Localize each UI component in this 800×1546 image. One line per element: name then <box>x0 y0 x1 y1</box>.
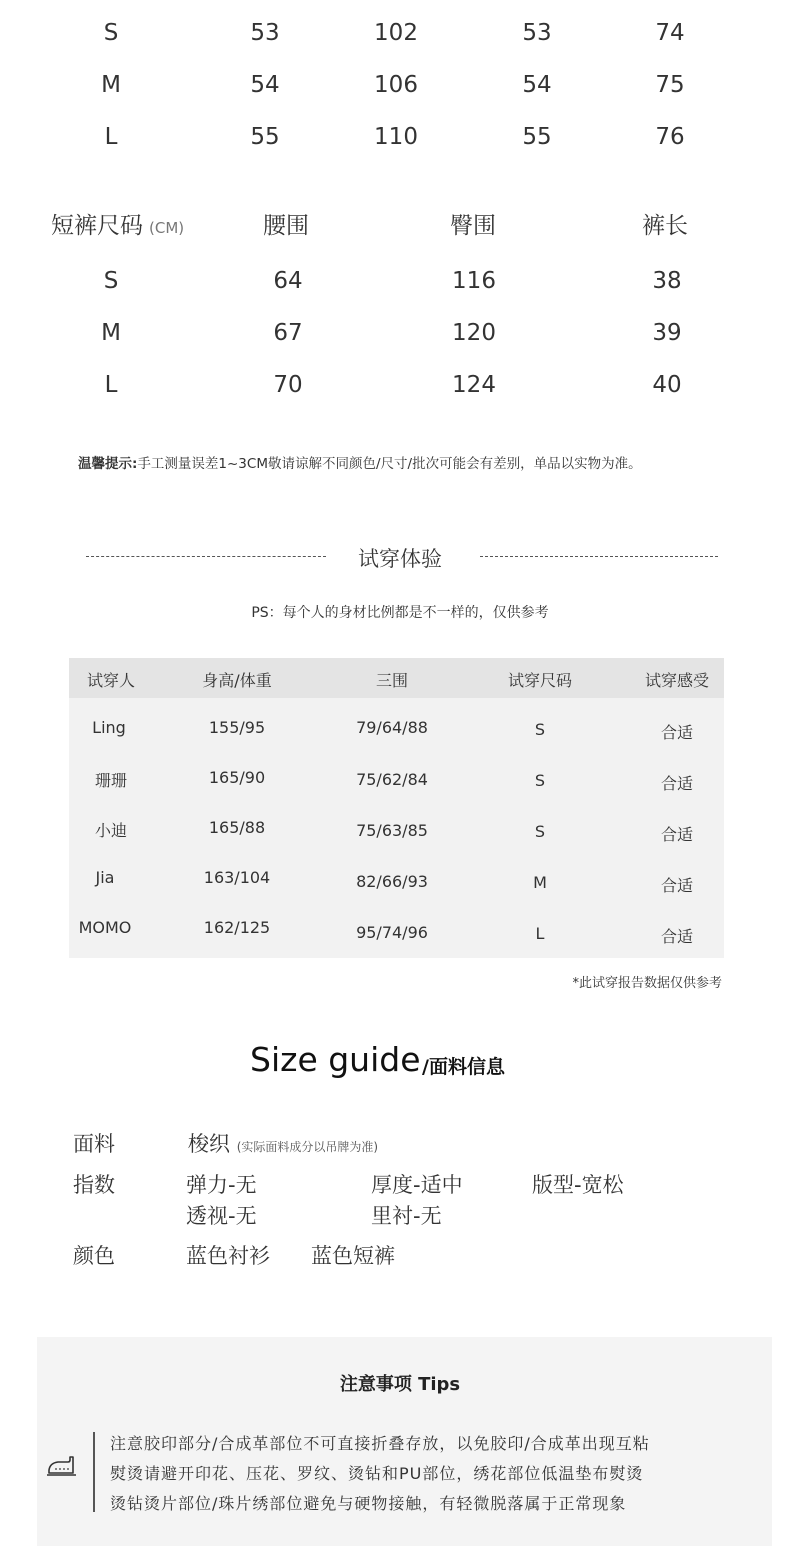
index-sheer: 透视-无 <box>186 1204 257 1228</box>
size-cell: L <box>104 372 118 398</box>
tester-name: MOMO <box>78 918 132 937</box>
height-weight: 165/90 <box>208 768 266 787</box>
size-cell: M <box>101 320 121 346</box>
shorts-table-title <box>51 207 184 240</box>
note-label: 温馨提示: <box>78 456 138 472</box>
value-cell: 75 <box>655 72 685 98</box>
header-height-weight: 身高/体重 <box>202 671 272 690</box>
table-row <box>0 372 800 412</box>
value-cell: 106 <box>374 72 418 98</box>
header-hip: 臀围 <box>450 213 496 239</box>
size-cell: L <box>104 124 118 150</box>
unit-label: (CM) <box>149 219 185 237</box>
trial-feel: 合适 <box>660 927 693 946</box>
trial-ps-note: PS：每个人的身材比例都是不一样的，仅供参考 <box>251 605 549 621</box>
trial-table-header <box>69 658 724 698</box>
fabric-note: (实际面料成分以吊牌为准) <box>236 1140 379 1154</box>
value-cell: 110 <box>374 124 418 150</box>
height-weight: 155/95 <box>208 718 266 737</box>
tips-divider <box>93 1432 95 1512</box>
size-cell: S <box>103 268 119 294</box>
length-cell: 38 <box>652 268 682 294</box>
tester-name: 珊珊 <box>94 771 127 790</box>
length-cell: 40 <box>652 372 682 398</box>
index-fit: 版型-宽松 <box>532 1173 624 1197</box>
value-cell: 74 <box>655 20 685 46</box>
trial-size: M <box>533 873 547 892</box>
value-cell: 55 <box>250 124 280 150</box>
value-cell: 76 <box>655 124 685 150</box>
color-label: 颜色 <box>73 1244 115 1268</box>
waist-cell: 70 <box>273 372 303 398</box>
value-cell: 54 <box>250 72 280 98</box>
iron-icon <box>46 1453 78 1483</box>
size-guide-title: Size guide <box>250 1040 421 1079</box>
trial-feel: 合适 <box>660 723 693 742</box>
table-row <box>0 20 800 60</box>
height-weight: 163/104 <box>203 868 271 887</box>
header-waist: 腰围 <box>263 213 309 239</box>
measurements: 75/63/85 <box>356 821 428 840</box>
size-guide-subtitle: /面料信息 <box>422 1056 505 1078</box>
tester-name: 小迪 <box>94 821 127 840</box>
length-cell: 39 <box>652 320 682 346</box>
trial-size: L <box>535 924 545 943</box>
value-cell: 102 <box>374 20 418 46</box>
waist-cell: 64 <box>273 268 303 294</box>
table-row <box>0 72 800 112</box>
tips-title: 注意事项 Tips <box>339 1374 461 1395</box>
hip-cell: 120 <box>452 320 496 346</box>
size-cell: M <box>101 72 121 98</box>
hip-cell: 124 <box>452 372 496 398</box>
index-lining: 里衬-无 <box>371 1204 442 1228</box>
fabric-value <box>188 1128 378 1158</box>
measurement-note <box>78 452 642 472</box>
trial-feel: 合适 <box>660 876 693 895</box>
size-cell: S <box>103 20 119 46</box>
note-text: 手工测量误差1~3CM敬请谅解不同颜色/尺寸/批次可能会有差别，单品以实物为准。 <box>137 456 642 472</box>
table-row <box>0 268 800 308</box>
hip-cell: 116 <box>452 268 496 294</box>
value-cell: 55 <box>522 124 552 150</box>
index-stretch: 弹力-无 <box>186 1173 257 1197</box>
trial-section-title: 试穿体验 <box>358 547 442 571</box>
measurements: 75/62/84 <box>356 770 428 789</box>
value-cell: 54 <box>522 72 552 98</box>
tip-line: 烫钻烫片部位/珠片绣部位避免与硬物接触，有轻微脱落属于正常现象 <box>110 1494 627 1513</box>
color-shorts: 蓝色短裤 <box>311 1244 395 1268</box>
divider-left <box>86 556 326 557</box>
shorts-title-text: 短裤尺码 <box>51 213 143 239</box>
color-shirt: 蓝色衬衫 <box>186 1244 270 1268</box>
header-tester: 试穿人 <box>86 671 135 690</box>
header-measurements: 三围 <box>375 671 408 690</box>
index-label: 指数 <box>73 1173 115 1197</box>
value-cell: 53 <box>250 20 280 46</box>
table-row <box>0 320 800 360</box>
trial-size: S <box>534 720 546 739</box>
trial-size: S <box>534 771 546 790</box>
waist-cell: 67 <box>273 320 303 346</box>
trial-feel: 合适 <box>660 825 693 844</box>
trial-footnote: *此试穿报告数据仅供参考 <box>572 976 722 991</box>
trial-table <box>69 658 724 958</box>
tester-name: Jia <box>95 868 115 887</box>
trial-size: S <box>534 822 546 841</box>
divider-right <box>480 556 718 557</box>
fabric-value-text: 梭织 <box>188 1132 230 1156</box>
tip-line: 熨烫请避开印花、压花、罗纹、烫钻和PU部位，绣花部位低温垫布熨烫 <box>110 1464 644 1483</box>
fabric-label: 面料 <box>73 1132 115 1156</box>
measurements: 95/74/96 <box>356 923 428 942</box>
header-length: 裤长 <box>642 213 688 239</box>
trial-feel: 合适 <box>660 774 693 793</box>
tip-line: 注意胶印部分/合成革部位不可直接折叠存放，以免胶印/合成革出现互粘 <box>110 1434 650 1453</box>
height-weight: 162/125 <box>203 918 271 937</box>
height-weight: 165/88 <box>208 818 266 837</box>
header-trial-feel: 试穿感受 <box>644 671 709 690</box>
index-thickness: 厚度-适中 <box>371 1173 463 1197</box>
header-trial-size: 试穿尺码 <box>507 671 572 690</box>
table-row <box>0 124 800 164</box>
value-cell: 53 <box>522 20 552 46</box>
measurements: 79/64/88 <box>356 718 428 737</box>
measurements: 82/66/93 <box>356 872 428 891</box>
tester-name: Ling <box>92 718 126 737</box>
